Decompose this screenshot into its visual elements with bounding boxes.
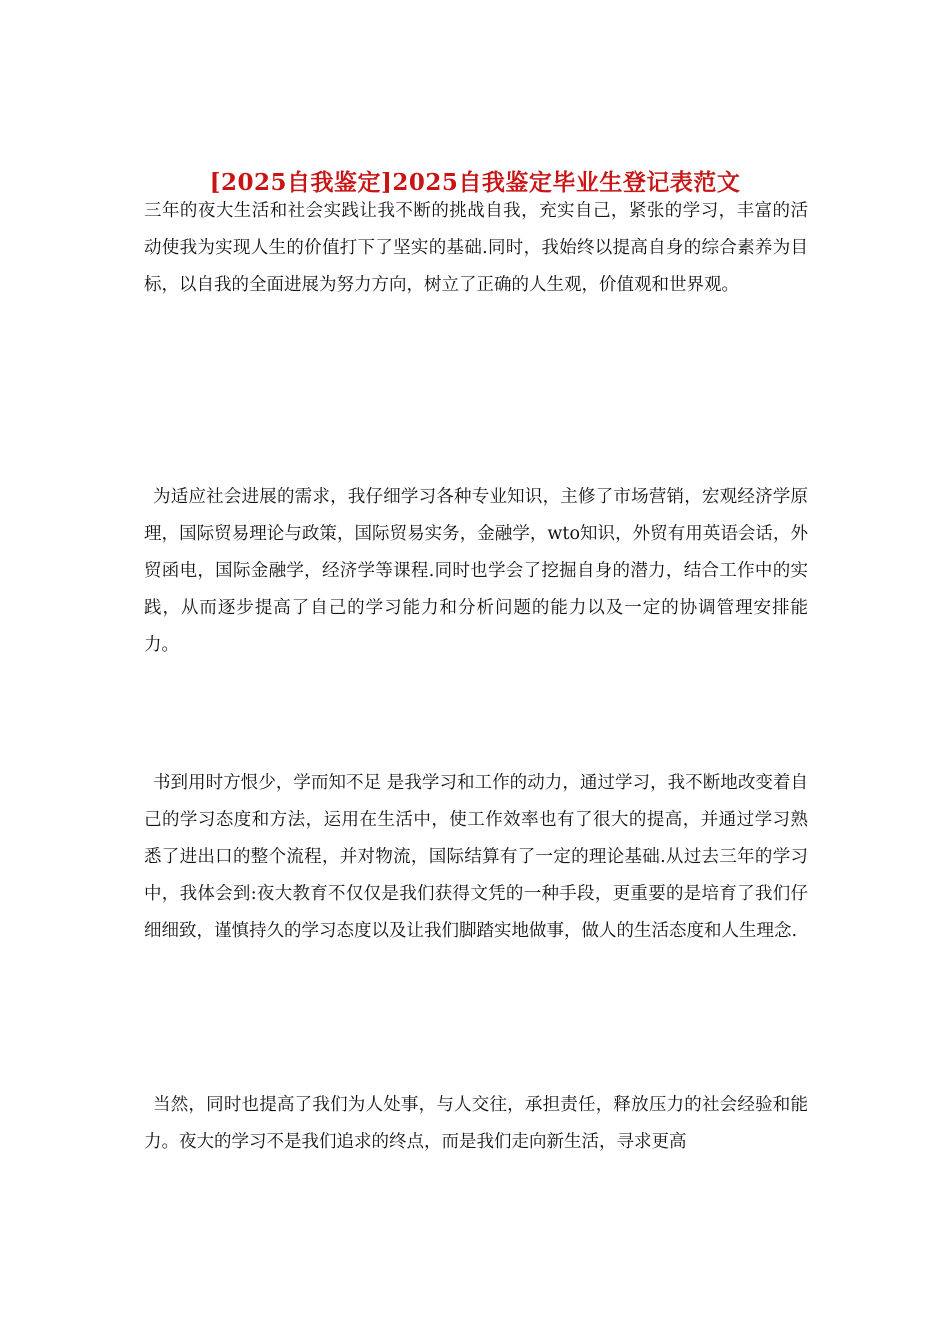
paragraph-3: 书到用时方恨少，学而知不足 是我学习和工作的动力，通过学习，我不断地改变着自己的学习态度和方法，运用在生活中，使工作效率也有了很大的提高，并通过学习熟悉了进出口的整个流程，并对物流，国际结算有了一定的理论基础.从过去三年的学习中，我体会到:夜大教育不仅仅是我们获得文凭的一种手段，更重要的是培育了我们仔细细致，谨慎持久的学习态度以及让我们脚踏实地做事，做人的生活态度和人生理念. <box>144 773 808 941</box>
paragraph-2: 为适应社会进展的需求，我仔细学习各种专业知识，主修了市场营销，宏观经济学原理，国际贸易理论与政策，国际贸易实务，金融学，wto知识，外贸有用英语会话，外贸函电，国际金融学，经济学等课程.同时也学会了挖掘自身的潜力，结合工作中的实践，从而逐步提高了自己的学习能力和分析问题的能力以及一定的协调管理安排能力。 <box>144 487 808 655</box>
paragraph-4: 当然，同时也提高了我们为人处事，与人交往，承担责任，释放压力的社会经验和能力。夜大的学习不是我们追求的终点，而是我们走向新生活，寻求更高 <box>144 1095 808 1152</box>
document-title: [2025自我鉴定]2025自我鉴定毕业生登记表范文 <box>209 169 741 197</box>
paragraph-1: 三年的夜大生活和社会实践让我不断的挑战自我，充实自己，紧张的学习，丰富的活动使我为实现人生的价值打下了坚实的基础.同时，我始终以提高自身的综合素养为目标，以自我的全面进展为努力方向，树立了正确的人生观，价值观和世界观。 <box>144 201 808 295</box>
